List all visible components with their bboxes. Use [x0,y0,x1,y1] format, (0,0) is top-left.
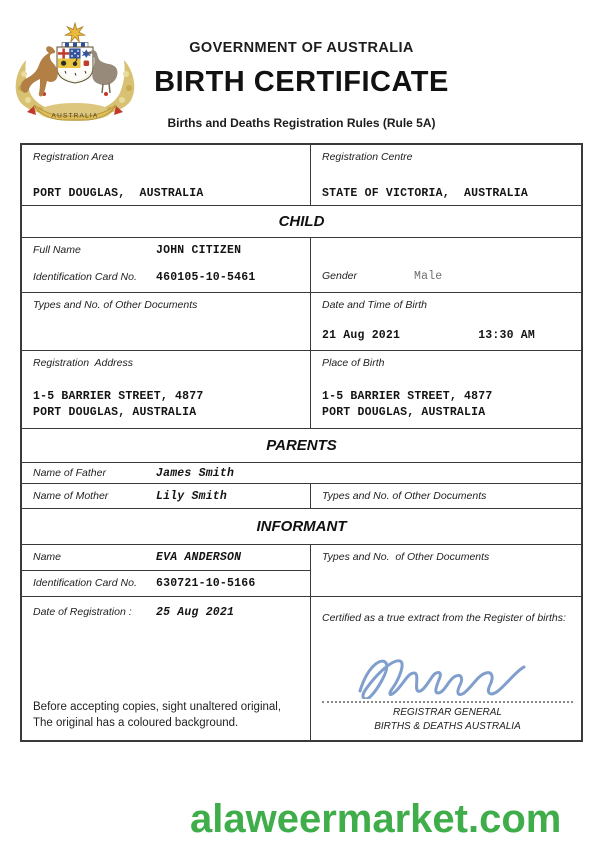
informant-id-cell [22,570,310,596]
rules-subtitle: Births and Deaths Registration Rules (Rule 5A) [167,116,436,130]
child-name-cell [22,238,310,292]
certificate-title: BIRTH CERTIFICATE [154,66,449,98]
certificate-table [20,143,583,742]
father-row [22,462,581,483]
signature-dotted-line [322,701,573,703]
parents-section-title: PARENTS [266,437,337,454]
mother-value: Lily Smith [156,489,228,503]
registration-address-label: Registration Address [33,357,133,369]
registration-address-line1: 1-5 BARRIER STREET, 4877 [33,390,204,403]
births-deaths-line: BIRTHS & DEATHS AUSTRALIA [374,720,521,732]
mother-row [22,483,581,508]
registration-address-line2: PORT DOUGLAS, AUSTRALIA [33,406,197,419]
date-registration-value: 25 Aug 2021 [156,606,235,619]
government-heading: GOVERNMENT OF AUSTRALIA [189,40,414,56]
mother-cell [22,484,310,508]
informant-name-label: Name [33,551,62,564]
full-name-label: Full Name [33,244,81,256]
father-label: Name of Father [33,466,106,479]
birth-date-value: 21 Aug 2021 [322,329,401,342]
child-other-docs-label: Types and No. of Other Documents [33,299,198,311]
banner-text: AUSTRALIA [51,112,99,120]
informant-name-cell [22,545,310,570]
informant-section-title: INFORMANT [256,518,347,535]
birth-time-value: 13:30 AM [478,329,535,342]
registration-row [22,145,581,205]
informant-left-column [22,545,310,596]
informant-identity-rows [22,544,581,596]
registration-area-cell [22,145,310,205]
date-registration-label: Date of Registration : [33,606,132,618]
copies-notice-line2: The original has a coloured background. [33,716,239,729]
registration-centre-label: Registration Centre [322,151,413,163]
informant-id-value: 630721-10-5166 [156,577,256,591]
certified-label: Certified as a true extract from the Register of births: [322,612,566,624]
informant-other-docs-label: Types and No. of Other Documents [322,551,490,563]
child-section-header [22,205,581,237]
registrar-general-line: REGISTRAR GENERAL [393,707,502,718]
gender-value: Male [414,270,443,283]
gender-cell [310,238,581,292]
birth-datetime-cell [310,293,581,350]
registration-address-cell [22,351,310,428]
copies-notice [33,699,302,731]
father-value: James Smith [156,466,235,480]
mother-label: Name of Mother [33,489,109,502]
child-id-card-value: 460105-10-5461 [156,271,256,284]
child-docs-row [22,292,581,350]
place-of-birth-cell [310,351,581,428]
copies-notice-line1: Before accepting copies, sight unaltered original, [33,700,282,713]
address-row [22,350,581,428]
registration-area-label: Registration Area [33,151,114,163]
certified-cell [310,597,581,740]
informant-section-header [22,508,581,544]
child-other-docs-cell [22,293,310,350]
full-name-value: JOHN CITIZEN [156,244,242,257]
date-registration-cell [22,597,310,740]
informant-name-value: EVA ANDERSON [156,551,242,565]
informant-other-docs-cell [310,545,581,596]
parents-other-docs-label: Types and No. of Other Documents [322,490,487,502]
parents-section-header [22,428,581,462]
birth-datetime-label: Date and Time of Birth [322,299,427,311]
registrar-signature-icon [338,651,558,699]
registration-footer-row [22,596,581,740]
child-section-title: CHILD [278,213,325,230]
child-id-card-label: Identification Card No. [33,271,137,283]
father-cell [22,463,581,483]
registration-centre-cell [310,145,581,205]
parents-other-docs-cell [310,484,581,508]
place-of-birth-line1: 1-5 BARRIER STREET, 4877 [322,390,493,403]
registration-centre-value: STATE OF VICTORIA, AUSTRALIA [322,187,528,200]
informant-id-label: Identification Card No. [33,577,137,590]
watermark-text: alaweermarket.com [190,797,562,841]
place-of-birth-line2: PORT DOUGLAS, AUSTRALIA [322,406,486,419]
child-name-row [22,237,581,292]
signature-block [322,651,573,733]
registration-area-value: PORT DOUGLAS, AUSTRALIA [33,187,204,200]
gender-label: Gender [322,270,358,282]
place-of-birth-label: Place of Birth [322,357,385,369]
